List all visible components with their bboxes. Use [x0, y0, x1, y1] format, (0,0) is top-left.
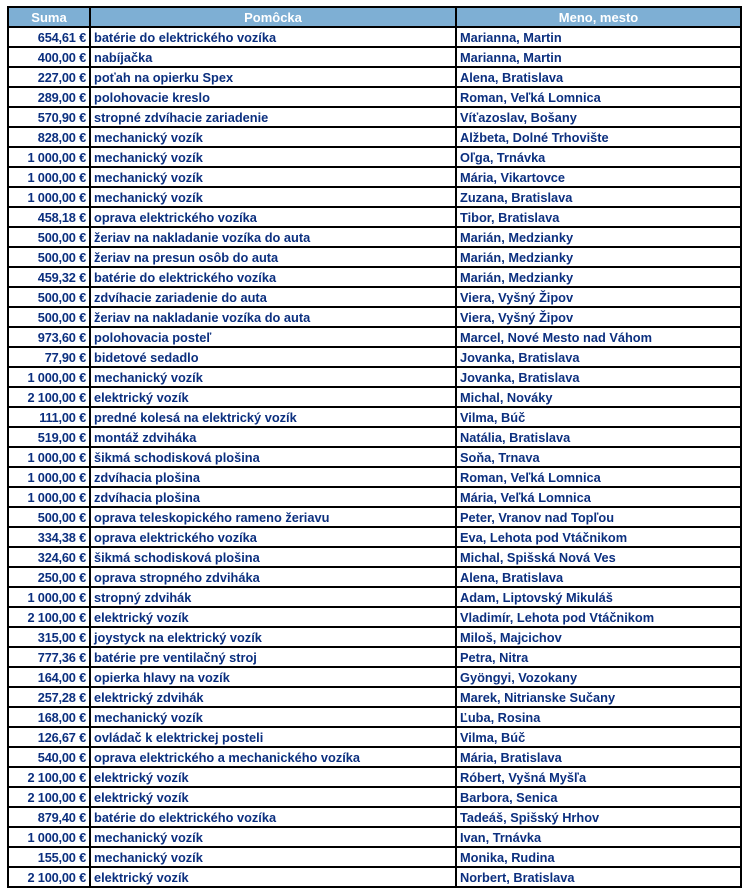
cell-name: Jovanka, Bratislava: [456, 347, 741, 367]
table-row: [8, 627, 741, 647]
cell-amount: 1 000,00 €: [8, 147, 90, 167]
cell-item: polohovacia posteľ: [90, 327, 456, 347]
cell-item: žeriav na presun osôb do auta: [90, 247, 456, 267]
table-row: [8, 807, 741, 827]
cell-name: Vilma, Búč: [456, 727, 741, 747]
cell-amount: 500,00 €: [8, 287, 90, 307]
cell-name: Marián, Medzianky: [456, 267, 741, 287]
table-row: [8, 587, 741, 607]
cell-name: Marián, Medzianky: [456, 247, 741, 267]
cell-item: mechanický vozík: [90, 367, 456, 387]
table-row: [8, 707, 741, 727]
cell-amount: 1 000,00 €: [8, 467, 90, 487]
cell-amount: 126,67 €: [8, 727, 90, 747]
table-row: [8, 27, 741, 47]
table-row: [8, 447, 741, 467]
cell-amount: 519,00 €: [8, 427, 90, 447]
cell-name: Adam, Liptovský Mikuláš: [456, 587, 741, 607]
table-row: [8, 187, 741, 207]
table-row: [8, 827, 741, 847]
cell-name: Natália, Bratislava: [456, 427, 741, 447]
table-row: [8, 687, 741, 707]
cell-name: Gyöngyi, Vozokany: [456, 667, 741, 687]
cell-name: Tadeáš, Spišský Hrhov: [456, 807, 741, 827]
cell-item: ovládač k elektrickej posteli: [90, 727, 456, 747]
cell-item: žeriav na nakladanie vozíka do auta: [90, 307, 456, 327]
cell-item: elektrický zdvihák: [90, 687, 456, 707]
cell-amount: 155,00 €: [8, 847, 90, 867]
cell-amount: 500,00 €: [8, 507, 90, 527]
cell-name: Alena, Bratislava: [456, 67, 741, 87]
table-body: [8, 27, 741, 887]
cell-amount: 2 100,00 €: [8, 787, 90, 807]
cell-item: mechanický vozík: [90, 827, 456, 847]
cell-name: Monika, Rudina: [456, 847, 741, 867]
cell-name: Marek, Nitrianske Sučany: [456, 687, 741, 707]
cell-amount: 973,60 €: [8, 327, 90, 347]
cell-name: Michal, Nováky: [456, 387, 741, 407]
table-row: [8, 227, 741, 247]
cell-name: Peter, Vranov nad Topľou: [456, 507, 741, 527]
cell-amount: 111,00 €: [8, 407, 90, 427]
cell-amount: 1 000,00 €: [8, 187, 90, 207]
cell-name: Ľuba, Rosina: [456, 707, 741, 727]
table-row: [8, 367, 741, 387]
table-row: [8, 727, 741, 747]
cell-name: Mária, Bratislava: [456, 747, 741, 767]
cell-amount: 315,00 €: [8, 627, 90, 647]
cell-name: Vladimír, Lehota pod Vtáčnikom: [456, 607, 741, 627]
cell-amount: 1 000,00 €: [8, 367, 90, 387]
table-row: [8, 507, 741, 527]
cell-amount: 257,28 €: [8, 687, 90, 707]
cell-amount: 500,00 €: [8, 227, 90, 247]
cell-amount: 2 100,00 €: [8, 387, 90, 407]
cell-item: zdvíhacia plošina: [90, 487, 456, 507]
cell-name: Viera, Vyšný Žipov: [456, 287, 741, 307]
cell-name: Barbora, Senica: [456, 787, 741, 807]
cell-item: polohovacie kreslo: [90, 87, 456, 107]
cell-name: Vilma, Búč: [456, 407, 741, 427]
cell-name: Marián, Medzianky: [456, 227, 741, 247]
cell-name: Jovanka, Bratislava: [456, 367, 741, 387]
table-row: [8, 307, 741, 327]
cell-item: mechanický vozík: [90, 187, 456, 207]
table-row: [8, 427, 741, 447]
table-row: [8, 347, 741, 367]
cell-amount: 459,32 €: [8, 267, 90, 287]
cell-amount: 458,18 €: [8, 207, 90, 227]
table-row: [8, 127, 741, 147]
table-row: [8, 387, 741, 407]
table-row: [8, 107, 741, 127]
cell-name: Zuzana, Bratislava: [456, 187, 741, 207]
cell-name: Marianna, Martin: [456, 47, 741, 67]
column-header-pomocka: Pomôcka: [90, 7, 456, 27]
cell-amount: 2 100,00 €: [8, 767, 90, 787]
cell-name: Roman, Veľká Lomnica: [456, 87, 741, 107]
cell-item: elektrický vozík: [90, 767, 456, 787]
table-row: [8, 167, 741, 187]
table-row: [8, 147, 741, 167]
table-row: [8, 667, 741, 687]
table-row: [8, 847, 741, 867]
cell-name: Ivan, Trnávka: [456, 827, 741, 847]
cell-amount: 570,90 €: [8, 107, 90, 127]
cell-item: oprava teleskopického rameno žeriavu: [90, 507, 456, 527]
column-header-meno-mesto: Meno, mesto: [456, 7, 741, 27]
cell-item: nabíjačka: [90, 47, 456, 67]
cell-amount: 879,40 €: [8, 807, 90, 827]
cell-amount: 400,00 €: [8, 47, 90, 67]
table-row: [8, 87, 741, 107]
cell-amount: 1 000,00 €: [8, 487, 90, 507]
cell-item: oprava elektrického a mechanického vozíka: [90, 747, 456, 767]
cell-amount: 324,60 €: [8, 547, 90, 567]
cell-item: montáž zdviháka: [90, 427, 456, 447]
table-row: [8, 247, 741, 267]
header-row: [8, 7, 741, 27]
cell-amount: 1 000,00 €: [8, 827, 90, 847]
cell-name: Marianna, Martin: [456, 27, 741, 47]
cell-name: Róbert, Vyšná Myšľa: [456, 767, 741, 787]
cell-name: Mária, Veľká Lomnica: [456, 487, 741, 507]
cell-item: elektrický vozík: [90, 867, 456, 887]
cell-name: Petra, Nitra: [456, 647, 741, 667]
cell-name: Tibor, Bratislava: [456, 207, 741, 227]
cell-item: oprava elektrického vozíka: [90, 207, 456, 227]
table-row: [8, 527, 741, 547]
cell-item: elektrický vozík: [90, 387, 456, 407]
table-row: [8, 767, 741, 787]
cell-item: joystyck na elektrický vozík: [90, 627, 456, 647]
cell-item: mechanický vozík: [90, 707, 456, 727]
cell-name: Oľga, Trnávka: [456, 147, 741, 167]
cell-item: mechanický vozík: [90, 147, 456, 167]
cell-item: žeriav na nakladanie vozíka do auta: [90, 227, 456, 247]
cell-amount: 777,36 €: [8, 647, 90, 667]
table-row: [8, 67, 741, 87]
table-row: [8, 287, 741, 307]
cell-amount: 227,00 €: [8, 67, 90, 87]
cell-item: opierka hlavy na vozík: [90, 667, 456, 687]
table-row: [8, 467, 741, 487]
table-row: [8, 867, 741, 887]
cell-item: batérie pre ventilačný stroj: [90, 647, 456, 667]
cell-item: predné kolesá na elektrický vozík: [90, 407, 456, 427]
cell-amount: 500,00 €: [8, 307, 90, 327]
cell-name: Miloš, Majcichov: [456, 627, 741, 647]
cell-name: Alžbeta, Dolné Trhovište: [456, 127, 741, 147]
aid-funding-table: [7, 6, 742, 888]
cell-name: Soňa, Trnava: [456, 447, 741, 467]
cell-amount: 2 100,00 €: [8, 867, 90, 887]
cell-amount: 164,00 €: [8, 667, 90, 687]
cell-item: batérie do elektrického vozíka: [90, 807, 456, 827]
cell-item: elektrický vozík: [90, 607, 456, 627]
table-row: [8, 607, 741, 627]
cell-item: batérie do elektrického vozíka: [90, 267, 456, 287]
table-row: [8, 787, 741, 807]
cell-item: mechanický vozík: [90, 167, 456, 187]
cell-amount: 1 000,00 €: [8, 167, 90, 187]
cell-amount: 1 000,00 €: [8, 447, 90, 467]
cell-item: bidetové sedadlo: [90, 347, 456, 367]
cell-amount: 2 100,00 €: [8, 607, 90, 627]
cell-name: Mária, Vikartovce: [456, 167, 741, 187]
table-row: [8, 747, 741, 767]
cell-item: stropné zdvíhacie zariadenie: [90, 107, 456, 127]
cell-name: Eva, Lehota pod Vtáčnikom: [456, 527, 741, 547]
cell-amount: 1 000,00 €: [8, 587, 90, 607]
table-row: [8, 487, 741, 507]
cell-item: poťah na opierku Spex: [90, 67, 456, 87]
table-row: [8, 567, 741, 587]
table-row: [8, 327, 741, 347]
cell-name: Marcel, Nové Mesto nad Váhom: [456, 327, 741, 347]
cell-item: stropný zdvihák: [90, 587, 456, 607]
column-header-suma: Suma: [8, 7, 90, 27]
cell-item: batérie do elektrického vozíka: [90, 27, 456, 47]
cell-amount: 540,00 €: [8, 747, 90, 767]
cell-item: mechanický vozík: [90, 127, 456, 147]
table-row: [8, 47, 741, 67]
cell-item: elektrický vozík: [90, 787, 456, 807]
cell-name: Viera, Vyšný Žipov: [456, 307, 741, 327]
cell-amount: 250,00 €: [8, 567, 90, 587]
table-row: [8, 267, 741, 287]
table-row: [8, 547, 741, 567]
table-row: [8, 647, 741, 667]
cell-name: Alena, Bratislava: [456, 567, 741, 587]
cell-name: Víťazoslav, Bošany: [456, 107, 741, 127]
cell-name: Michal, Spišská Nová Ves: [456, 547, 741, 567]
cell-name: Roman, Veľká Lomnica: [456, 467, 741, 487]
cell-item: zdvíhacie zariadenie do auta: [90, 287, 456, 307]
cell-amount: 500,00 €: [8, 247, 90, 267]
cell-item: oprava elektrického vozíka: [90, 527, 456, 547]
cell-item: zdvíhacia plošina: [90, 467, 456, 487]
table-row: [8, 407, 741, 427]
cell-item: oprava stropného zdviháka: [90, 567, 456, 587]
cell-item: šikmá schodisková plošina: [90, 447, 456, 467]
cell-item: mechanický vozík: [90, 847, 456, 867]
cell-item: šikmá schodisková plošina: [90, 547, 456, 567]
cell-amount: 168,00 €: [8, 707, 90, 727]
cell-name: Norbert, Bratislava: [456, 867, 741, 887]
cell-amount: 334,38 €: [8, 527, 90, 547]
table-row: [8, 207, 741, 227]
cell-amount: 289,00 €: [8, 87, 90, 107]
cell-amount: 77,90 €: [8, 347, 90, 367]
cell-amount: 654,61 €: [8, 27, 90, 47]
cell-amount: 828,00 €: [8, 127, 90, 147]
